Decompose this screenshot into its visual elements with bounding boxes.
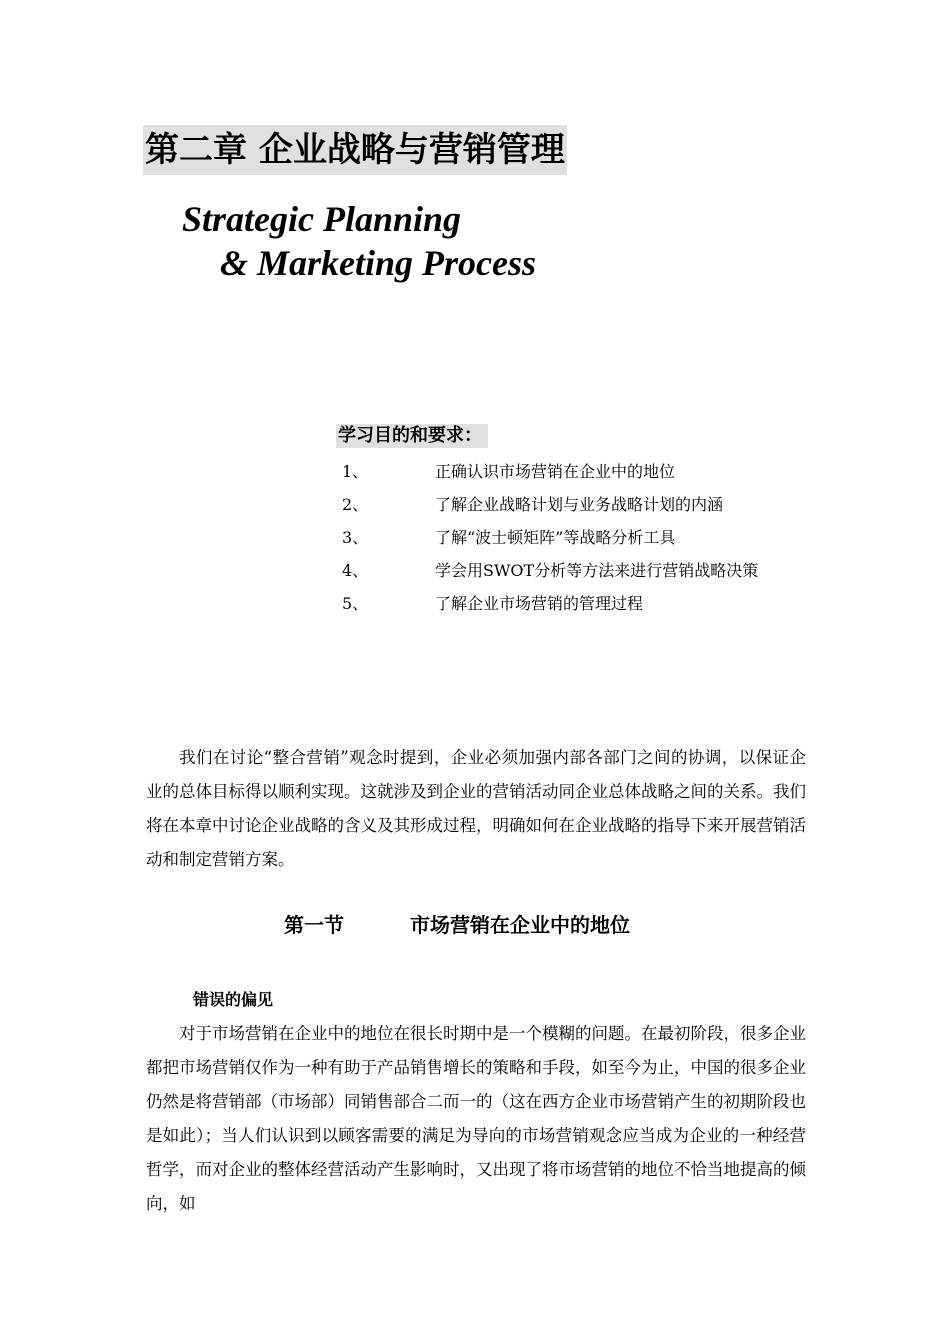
section-title: [284, 910, 630, 940]
section-name: 市场营销在企业中的地位: [410, 913, 630, 937]
section-number: 第一节: [284, 913, 344, 937]
intro-paragraph: 我们在讨论“整合营销”观念时提到，企业必须加强内部各部门之间的协调，以保证企业的总体目标得以顺利实现。这就涉及到企业的营销活动同企业总体战略之间的关系。我们将在本章中讨论企业战略的含义及其形成过程，明确如何在企业战略的指导下来开展营销活动和制定营销方案。: [146, 748, 806, 869]
objective-text: 学会用SWOT分析等方法来进行营销战略决策: [435, 561, 759, 580]
chapter-title: 第二章 企业战略与营销管理: [143, 125, 567, 175]
english-title-line-1: Strategic Planning: [182, 199, 462, 239]
objective-item: [342, 524, 812, 557]
objective-text: 了解企业战略计划与业务战略计划的内涵: [435, 495, 724, 514]
objective-number: 1、: [342, 462, 369, 481]
subsection-paragraph: 对于市场营销在企业中的地位在很长时期中是一个模糊的问题。在最初阶段，很多企业都把市场营销仅作为一种有助于产品销售增长的策略和手段，如至今为止，中国的很多企业仍然是将营销部（市场部）同销售部合二而一的（这在西方企业市场营销产生的初期阶段也是如此）；当人们认识到以顾客需要的满足为导向的市场营销观念应当成为企业的一种经营哲学，而对企业的整体经营活动产生影响时，又出现了将市场营销的地位不恰当地提高的倾向，如: [146, 1024, 806, 1213]
subsection-heading: 错误的偏见: [193, 990, 274, 1009]
objective-text: 了解“波士顿矩阵”等战略分析工具: [435, 528, 676, 547]
objective-item: [342, 491, 812, 524]
objectives-heading: 学习目的和要求：: [336, 424, 488, 448]
objective-number: 5、: [342, 594, 369, 613]
objective-text: 了解企业市场营销的管理过程: [435, 594, 644, 613]
objective-text: 正确认识市场营销在企业中的地位: [435, 462, 676, 481]
english-title-line-2: & Marketing Process: [220, 243, 537, 283]
objectives-list: [342, 458, 812, 623]
objective-item: [342, 557, 812, 590]
objective-item: [342, 458, 812, 491]
objective-number: 4、: [342, 561, 369, 580]
objective-number: 2、: [342, 495, 369, 514]
objective-number: 3、: [342, 528, 369, 547]
objective-item: [342, 590, 812, 623]
